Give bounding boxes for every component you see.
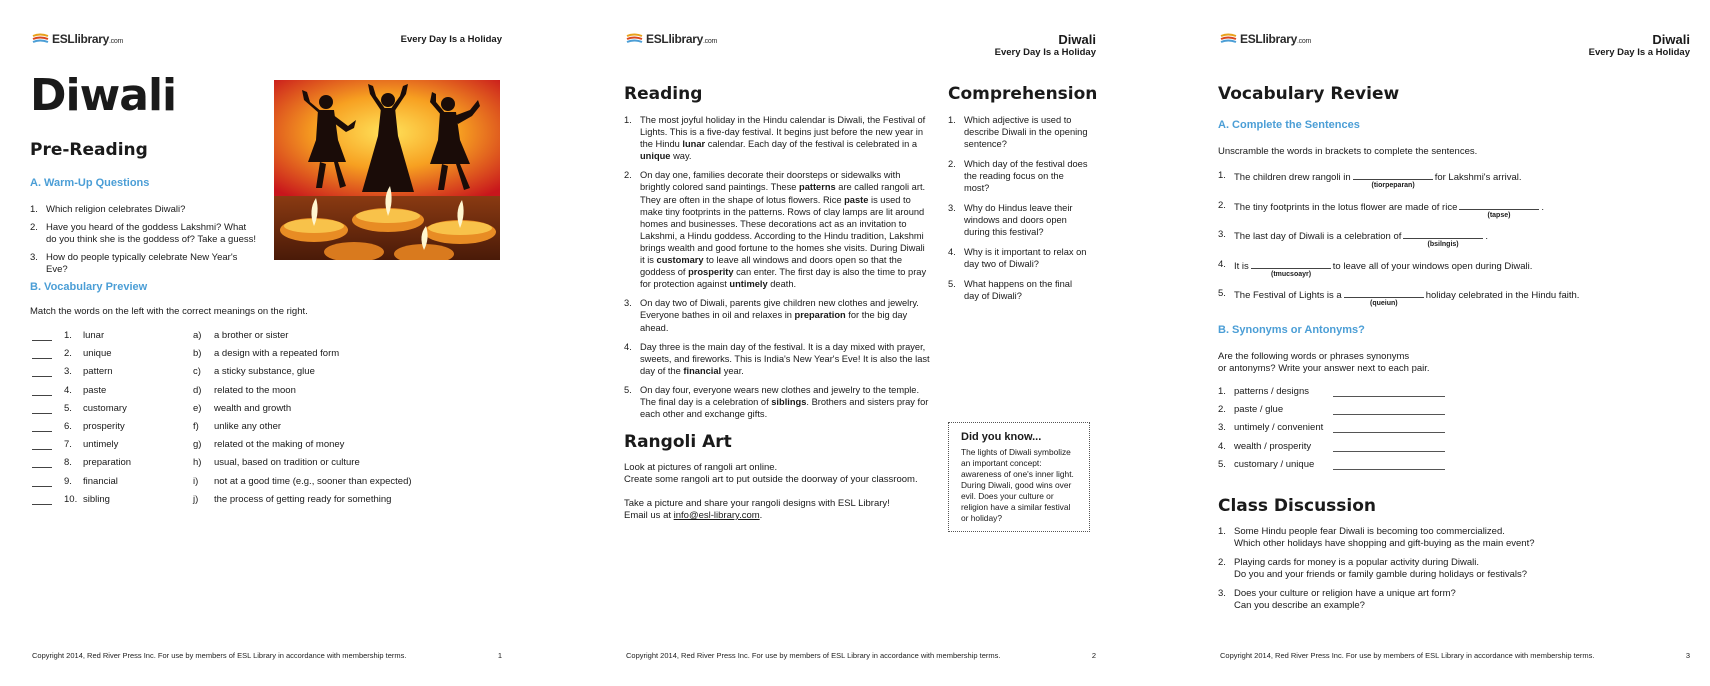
paragraph-text: can enter. The first day is also the time to pray for protection against xyxy=(640,267,927,290)
word-pair: patterns / designs xyxy=(1234,386,1309,397)
page-title: Diwali xyxy=(30,70,177,121)
question-number: 2. xyxy=(30,222,38,233)
comprehension-question xyxy=(948,278,1088,302)
question-text: Why is it important to relax on day two of Diwali? xyxy=(964,247,1087,269)
scrambled-hint: (tmucsoayr) xyxy=(1271,270,1312,278)
vocab-number: 3. xyxy=(64,366,72,378)
word-pair: untimely / convenient xyxy=(1234,422,1324,434)
pair-number: 5. xyxy=(1218,458,1226,470)
vocab-word: customary xyxy=(83,402,127,414)
vocab-row xyxy=(32,476,452,490)
answer-line[interactable] xyxy=(1333,432,1445,433)
vocab-preview-heading: B. Vocabulary Preview xyxy=(30,281,148,293)
definition-text: a design with a repeated form xyxy=(214,348,340,360)
vocab-highlight: unique xyxy=(640,151,671,162)
header-series: Every Day Is a Holiday xyxy=(1588,47,1690,58)
definition-text: a brother or sister xyxy=(214,330,289,341)
answer-blank[interactable] xyxy=(32,504,52,505)
comprehension-question xyxy=(948,202,1088,238)
question-line-2: Which other holidays have shopping and gift-buying as the main event? xyxy=(1234,538,1535,549)
answer-line[interactable] xyxy=(1333,451,1445,452)
scrambled-hint: (tiorpeparan) xyxy=(1371,182,1415,189)
reading-paragraph xyxy=(624,341,930,377)
rangoli-line-2: Create some rangoli art to put outside the doorway of your classroom. xyxy=(624,474,918,485)
header-lesson-title: Diwali xyxy=(1058,32,1096,47)
discussion-question xyxy=(1218,588,1658,612)
answer-blank[interactable] xyxy=(1251,259,1331,269)
vocab-highlight: siblings xyxy=(771,396,807,407)
esl-library-logo: ESLlibrary.com xyxy=(32,32,123,46)
vocab-highlight: preparation xyxy=(794,310,846,321)
reading-heading: Reading xyxy=(624,84,703,104)
pair-number: 4. xyxy=(1218,440,1226,452)
vocab-highlight: financial xyxy=(683,365,722,376)
vocab-number: 9. xyxy=(64,475,72,487)
pair-number: 3. xyxy=(1218,422,1226,434)
sentence-text xyxy=(1234,288,1579,301)
question-line-2: Can you describe an example? xyxy=(1234,600,1365,611)
page-3 xyxy=(1188,0,1710,686)
comprehension-question xyxy=(948,114,1088,150)
definition-letter: g) xyxy=(193,439,202,451)
sentence-after: to leave all of your windows open during Diwali. xyxy=(1332,260,1533,272)
paragraph-number: 4. xyxy=(624,341,632,352)
email-link[interactable]: info@esl-library.com xyxy=(673,510,760,521)
comprehension-questions xyxy=(948,114,1088,310)
warmup-question xyxy=(30,222,258,246)
rangoli-line-1: Look at pictures of rangoli art online. xyxy=(624,462,778,473)
answer-blank[interactable] xyxy=(32,358,52,359)
header-lesson-title: Diwali xyxy=(1652,32,1690,47)
logo-mark-icon xyxy=(32,33,49,45)
vocab-row xyxy=(32,330,452,344)
logo-mark-icon xyxy=(1220,33,1237,45)
sentence-before: The Festival of Lights is a xyxy=(1234,290,1342,301)
vocab-highlight: prosperity xyxy=(688,267,734,278)
comprehension-question xyxy=(948,246,1088,270)
question-text: Which religion celebrates Diwali? xyxy=(46,204,186,215)
definition-text: unlike any other xyxy=(214,421,282,432)
answer-line[interactable] xyxy=(1333,396,1445,397)
definition-letter: b) xyxy=(193,348,202,360)
answer-line[interactable] xyxy=(1333,469,1445,470)
reading-paragraph xyxy=(624,114,930,162)
comprehension-question xyxy=(948,158,1088,194)
vocab-row xyxy=(32,385,452,399)
answer-blank[interactable] xyxy=(32,467,52,468)
paragraph-text: death. xyxy=(767,279,797,290)
vocab-word: preparation xyxy=(83,457,132,469)
rangoli-line-3: Take a picture and share your rangoli designs with ESL Library! xyxy=(624,498,890,509)
question-number: 3. xyxy=(30,252,38,263)
sentence-before: The children drew rangoli in xyxy=(1234,172,1351,183)
paragraph-text: is used to make tiny footprints in the patterns. Rows of clay lamps are lit around homes and businesses. These decorations act as an invitation to Lakshmi, a Hindu goddess. According to the Hindu tradition, Lakshmi brings wealth and good fortune to the homes she visits. During Diwali it is xyxy=(640,194,925,266)
definition-letter: h) xyxy=(193,457,202,469)
sentence-number: 5. xyxy=(1218,288,1226,299)
vocab-row xyxy=(32,366,452,380)
paragraph-number: 5. xyxy=(624,384,632,395)
discussion-question xyxy=(1218,557,1658,581)
paragraph-text: way. xyxy=(670,151,692,162)
rangoli-line-4: Email us at info@esl-library.com. xyxy=(624,510,763,521)
esl-library-logo: ESLlibrary.com xyxy=(626,32,717,46)
vocab-highlight: lunar xyxy=(682,139,706,150)
definition-text: usual, based on tradition or culture xyxy=(214,457,360,469)
sentence-before: The tiny footprints in the lotus flower are made of rice xyxy=(1234,201,1458,213)
answer-blank[interactable] xyxy=(1353,170,1433,180)
vocab-word: untimely xyxy=(83,439,119,451)
logo-mark-icon xyxy=(626,33,643,45)
vocab-word: pattern xyxy=(83,366,113,378)
vocab-highlight: patterns xyxy=(799,182,836,193)
definition-letter: d) xyxy=(193,384,202,396)
definition-text: not at a good time (e.g., sooner than expected) xyxy=(214,475,412,487)
complete-sentences-heading: A. Complete the Sentences xyxy=(1218,119,1360,131)
paragraph-text: are called rangoli art. They are often in the shape of lotus flowers. Rice xyxy=(640,182,926,205)
question-number: 2. xyxy=(948,159,956,169)
answer-blank[interactable] xyxy=(32,486,52,487)
vocab-word: financial xyxy=(83,475,118,487)
reading-paragraph xyxy=(624,169,930,290)
definition-text: related ot the making of money xyxy=(214,439,345,451)
paragraph-text: On day four, everyone wears new clothes and jewelry to the temple. The final day is a celebration of xyxy=(640,384,920,407)
class-discussion-heading: Class Discussion xyxy=(1218,496,1377,516)
did-you-know-body: The lights of Diwali symbolize an important concept: awareness of one's inner light. During Diwali, good wins over evil. Does your culture or religion have a similar festival or holiday? xyxy=(961,447,1074,523)
scrambled-hint: (tapse) xyxy=(1487,211,1511,219)
word-pair: wealth / prosperity xyxy=(1234,440,1312,452)
vocab-review-heading: Vocabulary Review xyxy=(1218,84,1400,104)
vocab-highlight: customary xyxy=(656,255,704,266)
vocab-row xyxy=(32,494,452,508)
question-text: Which adjective is used to describe Diwali in the opening sentence? xyxy=(964,115,1088,149)
warmup-heading: A. Warm-Up Questions xyxy=(30,177,150,189)
answer-blank[interactable] xyxy=(1344,288,1424,298)
definition-text: related to the moon xyxy=(214,384,296,396)
reading-passage xyxy=(624,114,930,427)
paragraph-number: 1. xyxy=(624,115,632,125)
warmup-question xyxy=(30,252,258,276)
esl-library-logo: ESLlibrary.com xyxy=(1220,32,1311,46)
vocab-row xyxy=(32,348,452,362)
question-number: 1. xyxy=(948,115,956,125)
sentence-number: 4. xyxy=(1218,258,1226,270)
word-pair: paste / glue xyxy=(1234,404,1284,416)
answer-blank[interactable] xyxy=(1459,200,1539,210)
warmup-question xyxy=(30,204,258,216)
definition-letter: j) xyxy=(193,493,199,505)
page-2 xyxy=(594,0,1184,686)
vocab-number: 1. xyxy=(64,330,72,341)
vocab-row xyxy=(32,439,452,453)
vocab-row xyxy=(32,457,452,471)
sentence-number: 1. xyxy=(1218,170,1226,181)
paragraph-text: year. xyxy=(721,365,744,376)
vocab-instructions: Match the words on the left with the correct meanings on the right. xyxy=(30,306,308,317)
vocab-number: 8. xyxy=(64,457,72,469)
answer-blank[interactable] xyxy=(32,431,52,432)
header-series: Every Day Is a Holiday xyxy=(400,34,502,45)
paragraph-text: for the big day ahead. xyxy=(640,310,908,333)
definition-letter: f) xyxy=(193,421,199,432)
answer-blank[interactable] xyxy=(32,449,52,450)
definition-letter: a) xyxy=(193,330,202,341)
reading-paragraph xyxy=(624,384,930,420)
vocab-number: 5. xyxy=(64,402,72,414)
rangoli-heading: Rangoli Art xyxy=(624,432,732,452)
vocab-highlight: untimely xyxy=(729,279,768,290)
scrambled-hint: (bsilngis) xyxy=(1427,241,1459,248)
paragraph-text: Day three is the main day of the festival. It is a day mixed with prayer, sweets, and fireworks. This is India's New Year's Eve! It is also the last day of the xyxy=(640,341,930,376)
definition-letter: c) xyxy=(193,366,201,378)
sentence-number: 3. xyxy=(1218,229,1226,240)
synonyms-instructions-2: or antonyms? Write your answer next to each pair. xyxy=(1218,363,1430,374)
discussion-questions xyxy=(1218,526,1658,619)
answer-blank[interactable] xyxy=(32,340,52,341)
question-number: 1. xyxy=(30,204,38,215)
question-number: 3. xyxy=(1218,588,1226,599)
diwali-dancers-illustration xyxy=(274,80,500,260)
did-you-know-box xyxy=(948,422,1090,532)
question-line-1: Some Hindu people fear Diwali is becoming too commercialized. xyxy=(1234,526,1505,537)
synonyms-instructions-1: Are the following words or phrases synonyms xyxy=(1218,351,1410,362)
header-lesson xyxy=(995,33,1096,59)
answer-blank[interactable] xyxy=(32,413,52,414)
sentence-after: holiday celebrated in the Hindu faith. xyxy=(1425,290,1580,301)
paragraph-text: to leave all windows and doors open so that the goddess of xyxy=(640,255,903,278)
question-number: 4. xyxy=(948,247,956,257)
definition-text: a sticky substance, glue xyxy=(214,366,315,378)
sentence-before: The last day of Diwali is a celebration of xyxy=(1234,231,1402,242)
sentences-instructions: Unscramble the words in brackets to complete the sentences. xyxy=(1218,146,1478,157)
vocab-number: 10. xyxy=(64,493,78,505)
definition-text: the process of getting ready for something xyxy=(214,493,392,505)
question-text: Which day of the festival does the reading focus on the most? xyxy=(964,159,1088,193)
paragraph-number: 2. xyxy=(624,170,632,181)
paragraph-text: calendar. Each day of the festival is celebrated in a xyxy=(705,139,918,150)
did-you-know-heading: Did you know... xyxy=(961,431,1042,443)
question-text: Have you heard of the goddess Lakshmi? What do you think she is the goddess of? Take a guess! xyxy=(46,222,257,245)
vocab-number: 4. xyxy=(64,384,72,396)
header-lesson xyxy=(1589,33,1690,59)
vocab-word: unique xyxy=(83,348,112,360)
page-number: 3 xyxy=(1685,651,1690,660)
sentence-before: It is xyxy=(1234,260,1249,272)
warmup-questions xyxy=(30,204,258,282)
scrambled-hint: (queiun) xyxy=(1370,300,1398,307)
question-text: How do people typically celebrate New Year's Eve? xyxy=(46,252,238,275)
question-text: Why do Hindus leave their windows and doors open during this festival? xyxy=(964,203,1073,237)
footer-copyright: Copyright 2014, Red River Press Inc. For use by members of ESL Library in accordance with membership terms. xyxy=(32,651,407,660)
vocab-number: 2. xyxy=(64,348,72,360)
paragraph-number: 3. xyxy=(624,298,632,309)
vocab-word: lunar xyxy=(83,330,105,341)
reading-paragraph xyxy=(624,297,930,333)
comprehension-heading: Comprehension xyxy=(948,84,1098,104)
paragraph-text: . Brothers and sisters pray for each other and exchange gifts. xyxy=(640,396,929,420)
pre-reading-heading: Pre-Reading xyxy=(30,140,148,160)
footer-copyright: Copyright 2014, Red River Press Inc. For use by members of ESL Library in accordance with membership terms. xyxy=(1220,651,1595,660)
vocab-word: prosperity xyxy=(83,421,125,432)
definition-text: wealth and growth xyxy=(214,402,292,414)
definition-letter: i) xyxy=(193,475,199,487)
pair-number: 1. xyxy=(1218,386,1226,397)
vocab-highlight: paste xyxy=(844,194,869,205)
vocab-number: 7. xyxy=(64,439,72,451)
vocab-word: sibling xyxy=(83,493,110,505)
answer-blank[interactable] xyxy=(32,376,52,377)
answer-blank[interactable] xyxy=(1403,229,1483,239)
sentence-after: for Lakshmi's arrival. xyxy=(1434,172,1522,183)
sentence-number: 2. xyxy=(1218,199,1226,211)
vocab-word: paste xyxy=(83,384,107,396)
synonyms-heading: B. Synonyms or Antonyms? xyxy=(1218,324,1365,336)
question-number: 1. xyxy=(1218,526,1226,537)
paragraph-text: The most joyful holiday in the Hindu calendar is Diwali, the Festival of Lights. This is a five-day festival. It begins just before the new year in the Hindu xyxy=(640,115,926,150)
question-number: 2. xyxy=(1218,557,1226,568)
answer-blank[interactable] xyxy=(32,395,52,396)
paragraph-text: On day one, families decorate their doorsteps or sidewalks with brightly colored sand paintings. These xyxy=(640,170,901,193)
vocab-row xyxy=(32,421,452,435)
answer-line[interactable] xyxy=(1333,414,1445,415)
paragraph-text: On day two of Diwali, parents give children new clothes and jewelry. Everyone bathes in oil and relaxes in xyxy=(640,298,919,321)
vocab-number: 6. xyxy=(64,421,72,432)
question-text: What happens on the final day of Diwali? xyxy=(964,279,1073,301)
sentence-after: . xyxy=(1485,231,1489,242)
definition-letter: e) xyxy=(193,402,202,414)
page-1 xyxy=(0,0,590,686)
page-number: 1 xyxy=(497,651,502,660)
word-pair: customary / unique xyxy=(1234,458,1315,470)
vocab-row xyxy=(32,403,452,417)
pair-number: 2. xyxy=(1218,404,1226,416)
discussion-question xyxy=(1218,526,1658,550)
footer-copyright: Copyright 2014, Red River Press Inc. For use by members of ESL Library in accordance with membership terms. xyxy=(626,651,1001,660)
sentence-after: . xyxy=(1541,201,1544,213)
question-line-1: Does your culture or religion have a unique art form? xyxy=(1234,588,1456,599)
question-number: 5. xyxy=(948,279,956,289)
question-line-2: Do you and your friends or family gamble during holidays or festivals? xyxy=(1234,569,1528,580)
page-number: 2 xyxy=(1091,651,1096,660)
header-series: Every Day Is a Holiday xyxy=(994,47,1096,58)
question-line-1: Playing cards for money is a popular activity during Diwali. xyxy=(1234,557,1479,568)
question-number: 3. xyxy=(948,203,956,213)
